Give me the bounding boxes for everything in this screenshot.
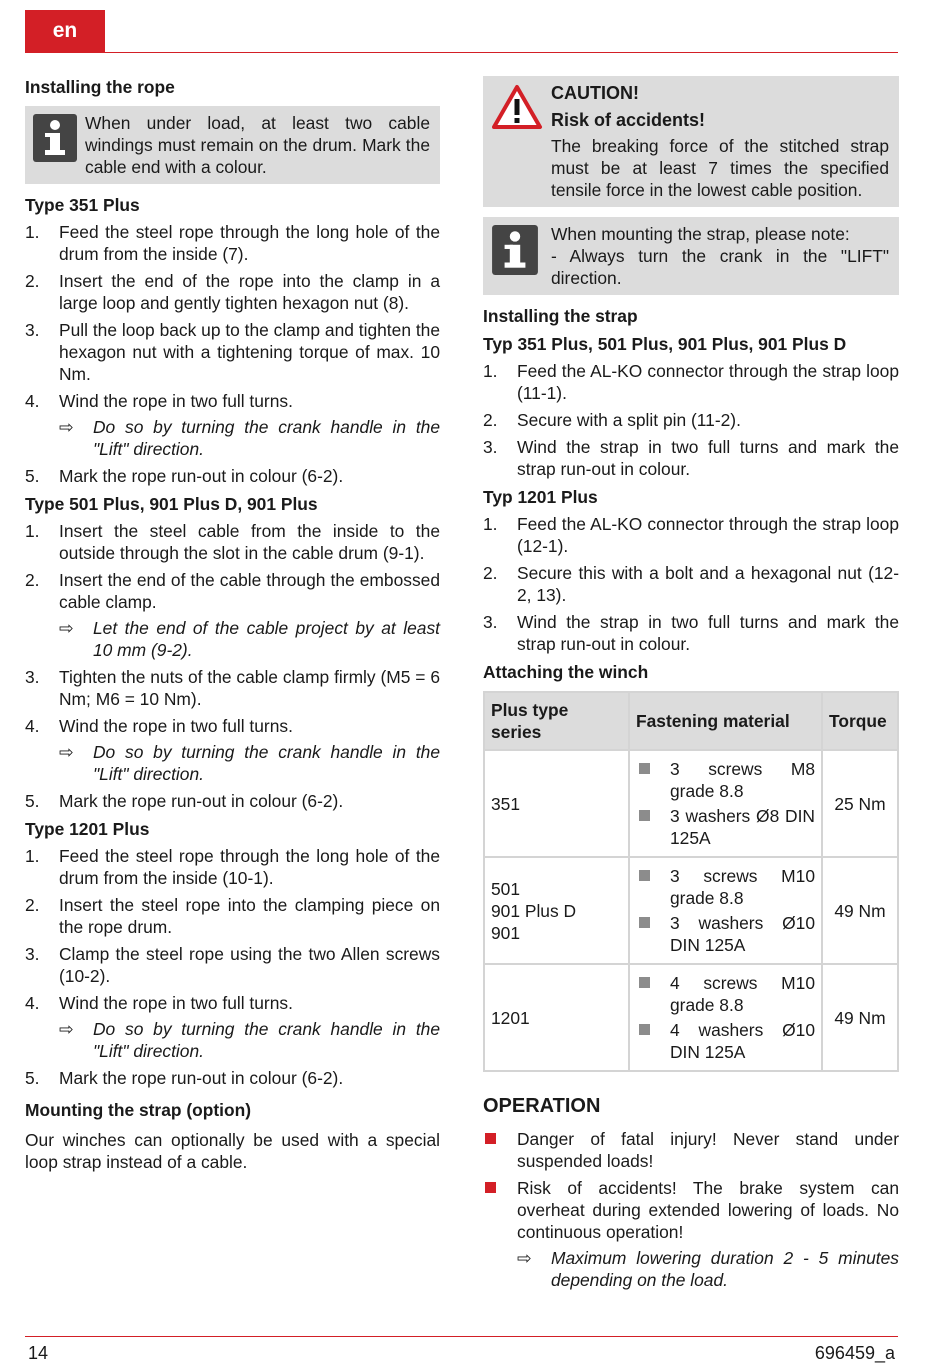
document-number: 696459_a [814,1343,895,1363]
caution-box [483,76,899,207]
result-arrow-icon: ⇨ [59,417,74,437]
strap-option-text: Our winches can optionally be used with a special loop strap instead of a cable. [25,1130,440,1172]
warning-triangle-icon [491,82,551,135]
language-label: en [52,19,78,42]
bottom-rule [25,1336,898,1337]
operation-list [483,1128,899,1291]
bullet-square-icon [639,810,650,821]
info-icon [491,223,551,280]
table-row [484,964,898,1071]
steps-type-1201 [25,845,440,1089]
list-item: 5. Mark the rope run-out in colour (6-2). [25,1068,344,1088]
column-header: Plus type series [484,692,629,750]
list-item: Danger of fatal injury! Never stand under suspended loads! [483,1128,899,1172]
torque-cell: 49 Nm [822,857,898,964]
list-item: 3. Tighten the nuts of the cable clamp firmly (M5 = 6 Nm; M6 = 10 Nm). [25,667,440,709]
section-title-typ-1201: Typ 1201 Plus [483,487,598,507]
list-item: 1. Feed the AL-KO connector through the strap loop (12-1). [483,514,899,556]
section-title-type-501: Type 501 Plus, 901 Plus D, 901 Plus [25,494,318,514]
page-number: 14 [28,1343,49,1363]
steps-strap-351 [483,360,899,480]
strap-note-line2: - Always turn the crank in the "LIFT" direction. [551,246,889,288]
type-cell: 351 [484,750,629,857]
result-note: ⇨ Maximum lowering duration 2 - 5 minutes depending on the load. [517,1248,899,1290]
result-arrow-icon: ⇨ [517,1248,532,1268]
caution-text: The breaking force of the stitched strap must be at least 7 times the specified tensile force in the lowest cable position. [551,136,889,200]
list-item: 2. Insert the steel rope into the clamping piece on the rope drum. [25,895,440,937]
bullet-square-icon [485,1182,496,1193]
list-item: 3. Wind the strap in two full turns and mark the strap run-out in colour. [483,612,899,654]
result-arrow-icon: ⇨ [59,1019,74,1039]
result-arrow-icon: ⇨ [59,618,74,638]
torque-cell: 25 Nm [822,750,898,857]
list-item: 3 screws M10 grade 8.8 [636,865,815,909]
list-item: 3. Wind the strap in two full turns and mark the strap run-out in colour. [483,437,899,479]
table-row [484,857,898,964]
result-note: ⇨ Do so by turning the crank handle in the "Lift" direction. [59,742,440,784]
material-cell [629,857,822,964]
type-cell: 501 901 Plus D 901 [484,857,629,964]
list-item: 1. Feed the AL-KO connector through the strap loop (11-1). [483,361,899,403]
info-note-strap [483,217,899,295]
bullet-square-icon [485,1133,496,1144]
section-title-strap-option: Mounting the strap (option) [25,1100,252,1120]
table-header-row [484,692,898,750]
top-rule [25,52,898,53]
section-title-installing-rope: Installing the rope [25,77,175,97]
list-item: 1. Insert the steel cable from the inside to the outside through the slot in the cable drum (9-1). [25,521,440,563]
result-note: ⇨ Do so by turning the crank handle in the "Lift" direction. [59,1019,440,1061]
list-item: 4 washers Ø10 DIN 125A [636,1019,815,1063]
list-item: 3 washers Ø8 DIN 125A [636,805,815,849]
list-item: 2. Secure with a split pin (11-2). [483,410,741,430]
torque-cell: 49 Nm [822,964,898,1071]
section-title-operation: OPERATION [483,1095,601,1117]
section-title-installing-strap: Installing the strap [483,306,638,326]
list-item: 4. Wind the rope in two full turns. ⇨ Do so by turning the crank handle in the "Lift" direction. [25,716,440,784]
list-item: 5. Mark the rope run-out in colour (6-2). [25,791,344,811]
steps-type-501 [25,520,440,812]
bullet-square-icon [639,1024,650,1035]
section-title-attaching-winch: Attaching the winch [483,662,649,682]
type-cell: 1201 [484,964,629,1071]
fastening-table [483,691,899,1072]
list-item: 5. Mark the rope run-out in colour (6-2). [25,466,344,486]
section-title-type-1201: Type 1201 Plus [25,819,150,839]
section-title-type-351: Type 351 Plus [25,195,140,215]
table-row [484,750,898,857]
left-column [25,76,440,1173]
right-column [483,76,899,1296]
list-item: 4. Wind the rope in two full turns. ⇨ Do so by turning the crank handle in the "Lift" direction. [25,391,440,459]
list-item: 3. Clamp the steel rope using the two Allen screws (10-2). [25,944,440,986]
strap-note-line1: When mounting the strap, please note: [551,224,850,244]
info-note-text: When under load, at least two cable windings must remain on the drum. Mark the cable end with a colour. [85,113,430,177]
material-cell [629,964,822,1071]
bullet-square-icon [639,977,650,988]
info-note-rope [25,106,440,184]
list-item: 4. Wind the rope in two full turns. ⇨ Do so by turning the crank handle in the "Lift" direction. [25,993,440,1061]
bullet-square-icon [639,763,650,774]
list-item: 2. Insert the end of the cable through the embossed cable clamp. ⇨ Let the end of the cable project by at least 10 mm (9-2). [25,570,440,660]
language-tab [25,10,105,52]
steps-type-351 [25,221,440,487]
bullet-square-icon [639,870,650,881]
material-cell [629,750,822,857]
result-arrow-icon: ⇨ [59,742,74,762]
list-item: 3 screws M8 grade 8.8 [636,758,815,802]
list-item: 4 screws M10 grade 8.8 [636,972,815,1016]
caution-label: CAUTION! [551,83,639,103]
column-header: Fastening material [629,692,822,750]
result-note: ⇨ Do so by turning the crank handle in the "Lift" direction. [59,417,440,459]
result-note: ⇨ Let the end of the cable project by at least 10 mm (9-2). [59,618,440,660]
list-item: 3 washers Ø10 DIN 125A [636,912,815,956]
steps-strap-1201 [483,513,899,655]
list-item: Risk of accidents! The brake system can overheat during extended lowering of loads. No continuous operation! ⇨ Maximum lowering duration 2 - 5 minutes depending on the load. [483,1177,899,1291]
section-title-typ-351: Typ 351 Plus, 501 Plus, 901 Plus, 901 Plus D [483,334,847,354]
bullet-square-icon [639,917,650,928]
list-item: 2. Insert the end of the rope into the clamp in a large loop and gently tighten hexagon nut (8). [25,271,440,313]
list-item: 2. Secure this with a bolt and a hexagonal nut (12-2, 13). [483,563,899,605]
info-icon [33,112,85,167]
list-item: 1. Feed the steel rope through the long hole of the drum from the inside (7). [25,222,440,264]
list-item: 3. Pull the loop back up to the clamp and tighten the hexagon nut with a tightening torque of max. 10 Nm. [25,320,440,384]
list-item: 1. Feed the steel rope through the long hole of the drum from the inside (10-1). [25,846,440,888]
column-header: Torque [822,692,898,750]
caution-heading: Risk of accidents! [551,110,706,130]
